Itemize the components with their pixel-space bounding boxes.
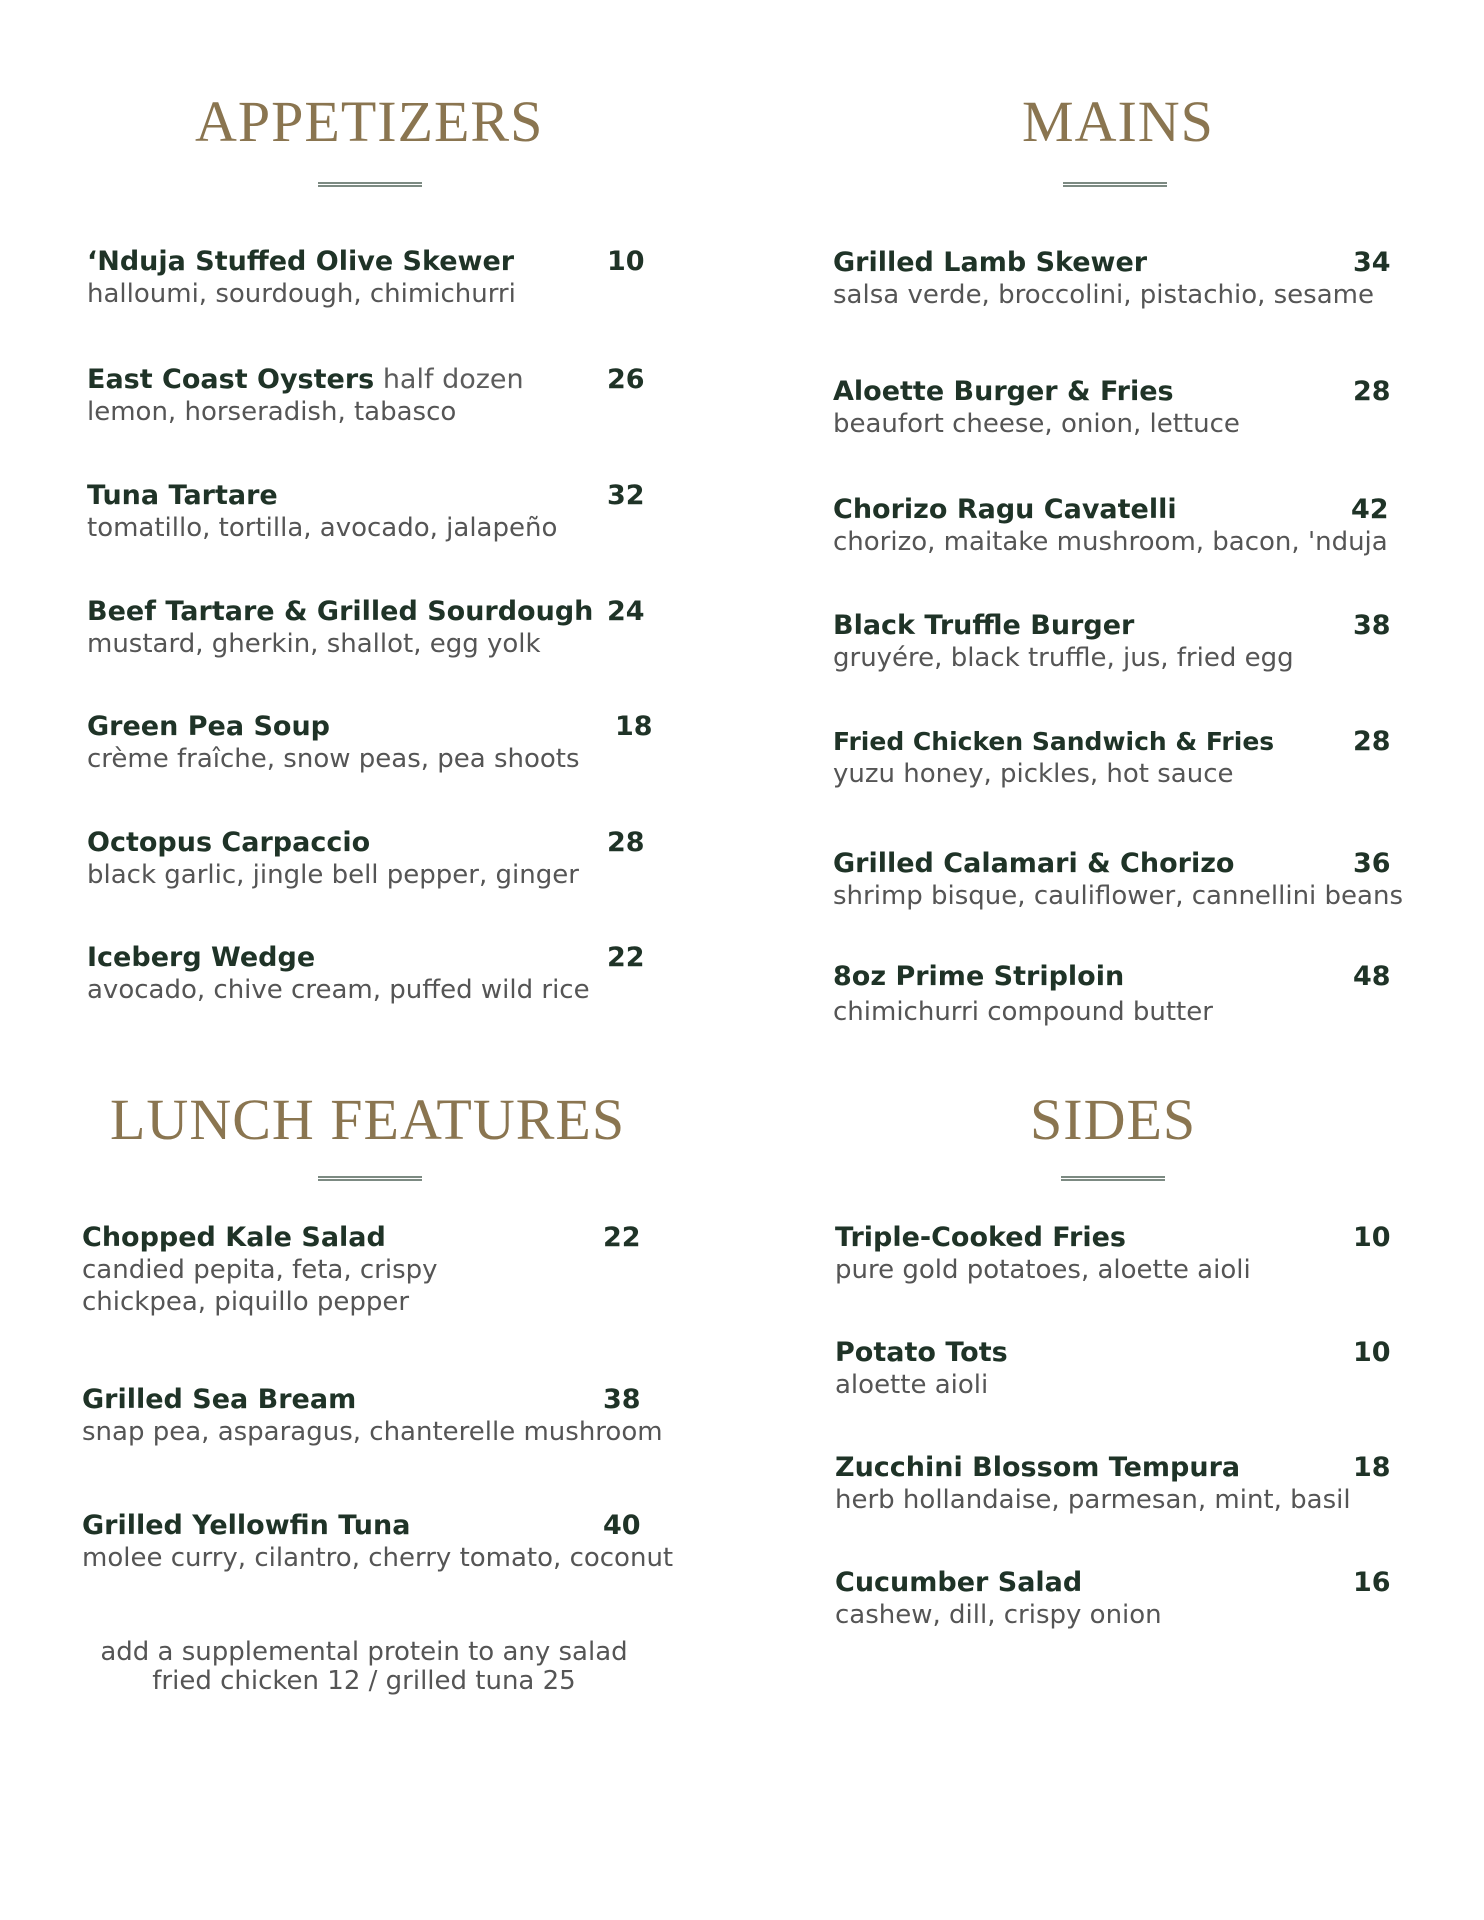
item-description: herb hollandaise, parmesan, mint, basil <box>835 1485 1351 1515</box>
item-name: Iceberg Wedge <box>87 942 316 973</box>
item-price: 10 <box>607 246 645 277</box>
menu-item <box>87 364 524 428</box>
item-description: candied pepita, feta, crispy chickpea, piquillo pepper <box>82 1255 438 1317</box>
item-name: Grilled Lamb Skewer <box>833 247 1148 278</box>
item-price: 38 <box>603 1384 641 1415</box>
item-description: molee curry, cilantro, cherry tomato, coconut <box>82 1543 674 1573</box>
menu-item <box>833 848 1403 912</box>
menu-item <box>82 1384 663 1448</box>
item-price: 10 <box>1353 1337 1391 1368</box>
item-name: Tuna Tartare <box>87 480 278 511</box>
item-description: avocado, chive cream, puffed wild rice <box>87 975 590 1005</box>
item-name: East Coast Oysters <box>87 364 375 395</box>
item-price: 26 <box>607 364 645 395</box>
footnote-line: fried chicken 12 / grilled tuna 25 <box>152 1666 576 1696</box>
item-description: cashew, dill, crispy onion <box>835 1600 1162 1630</box>
item-name: Triple-Cooked Fries <box>835 1222 1126 1253</box>
item-description: beaufort cheese, onion, lettuce <box>833 409 1240 439</box>
item-note: half dozen <box>374 364 524 395</box>
menu-item <box>82 1222 552 1318</box>
item-description: tomatillo, tortilla, avocado, jalapeño <box>87 513 558 543</box>
item-price: 16 <box>1353 1567 1391 1598</box>
item-price: 28 <box>1353 376 1391 407</box>
item-price: 28 <box>1353 726 1391 757</box>
item-name: Beef Tartare & Grilled Sourdough <box>87 596 594 627</box>
menu-item <box>835 1452 1351 1516</box>
menu-item <box>87 596 593 660</box>
item-price: 18 <box>615 711 653 742</box>
item-name: Fried Chicken Sandwich & Fries <box>833 727 1275 756</box>
item-name: ‘Nduja Stuffed Olive Skewer <box>87 246 515 277</box>
item-name: Grilled Yellowfin Tuna <box>82 1510 411 1541</box>
menu-item <box>833 726 1274 790</box>
menu-item <box>833 610 1294 674</box>
sides-divider <box>1061 1176 1165 1181</box>
item-description: snap pea, asparagus, chanterelle mushroom <box>82 1417 663 1447</box>
item-name: Black Truffle Burger <box>833 610 1135 641</box>
lunch-features-title: LUNCH FEATURES <box>110 1087 626 1152</box>
item-price: 22 <box>607 942 645 973</box>
menu-item <box>833 494 1388 558</box>
item-name: Aloette Burger & Fries <box>833 376 1174 407</box>
item-price: 28 <box>607 827 645 858</box>
item-name: Cucumber Salad <box>835 1567 1083 1598</box>
mains-divider <box>1063 182 1167 187</box>
menu-item <box>833 376 1240 440</box>
item-name: 8oz Prime Striploin <box>833 961 1125 992</box>
item-description: mustard, gherkin, shallot, egg yolk <box>87 629 541 659</box>
item-price: 40 <box>603 1510 641 1541</box>
item-description: chorizo, maitake mushroom, bacon, 'nduja <box>833 527 1388 557</box>
item-description: shrimp bisque, cauliflower, cannellini beans <box>833 881 1404 911</box>
item-price: 38 <box>1353 610 1391 641</box>
menu-item <box>835 1222 1251 1286</box>
sides-title: SIDES <box>1030 1087 1197 1152</box>
menu-item <box>835 1567 1162 1631</box>
item-price: 32 <box>607 480 645 511</box>
menu-item <box>87 480 557 544</box>
item-description: aloette aioli <box>835 1370 989 1400</box>
item-name: Octopus Carpaccio <box>87 827 371 858</box>
item-price: 48 <box>1353 961 1391 992</box>
item-description: crème fraîche, snow peas, pea shoots <box>87 744 580 774</box>
item-price: 36 <box>1353 848 1391 879</box>
menu-item <box>835 1337 1008 1401</box>
item-description: black garlic, jingle bell pepper, ginger <box>87 860 579 890</box>
item-description: salsa verde, broccolini, pistachio, sesame <box>833 280 1374 310</box>
item-price: 22 <box>603 1222 641 1253</box>
item-name: Chopped Kale Salad <box>82 1222 386 1253</box>
item-name: Chorizo Ragu Cavatelli <box>833 494 1177 525</box>
item-name: Potato Tots <box>835 1337 1008 1368</box>
item-price: 10 <box>1353 1222 1391 1253</box>
item-price: 42 <box>1351 494 1389 525</box>
item-price: 18 <box>1353 1452 1391 1483</box>
item-description: gruyére, black truffle, jus, fried egg <box>833 643 1294 673</box>
item-price: 24 <box>607 596 645 627</box>
item-description: chimichurri compound butter <box>833 997 1213 1027</box>
menu-item <box>87 246 516 310</box>
item-description: pure gold potatoes, aloette aioli <box>835 1255 1251 1285</box>
item-description: lemon, horseradish, tabasco <box>87 397 457 427</box>
item-name: Grilled Sea Bream <box>82 1384 357 1415</box>
item-description: halloumi, sourdough, chimichurri <box>87 279 516 309</box>
item-name: Grilled Calamari & Chorizo <box>833 848 1235 879</box>
item-price: 34 <box>1353 247 1391 278</box>
mains-title: MAINS <box>1022 89 1214 154</box>
menu-item <box>87 711 580 775</box>
menu-item <box>833 961 1213 1028</box>
supplemental-protein-note <box>84 1638 644 1696</box>
menu-item <box>87 942 590 1006</box>
item-name: Zucchini Blossom Tempura <box>835 1452 1241 1483</box>
item-description: yuzu honey, pickles, hot sauce <box>833 759 1234 789</box>
menu-item <box>87 827 579 891</box>
footnote-line: add a supplemental protein to any salad <box>100 1637 628 1667</box>
menu-item <box>833 247 1374 311</box>
item-name: Green Pea Soup <box>87 711 330 742</box>
appetizers-title: APPETIZERS <box>195 89 544 154</box>
menu-item <box>82 1510 673 1574</box>
lunch-features-divider <box>318 1176 422 1181</box>
appetizers-divider <box>318 182 422 187</box>
